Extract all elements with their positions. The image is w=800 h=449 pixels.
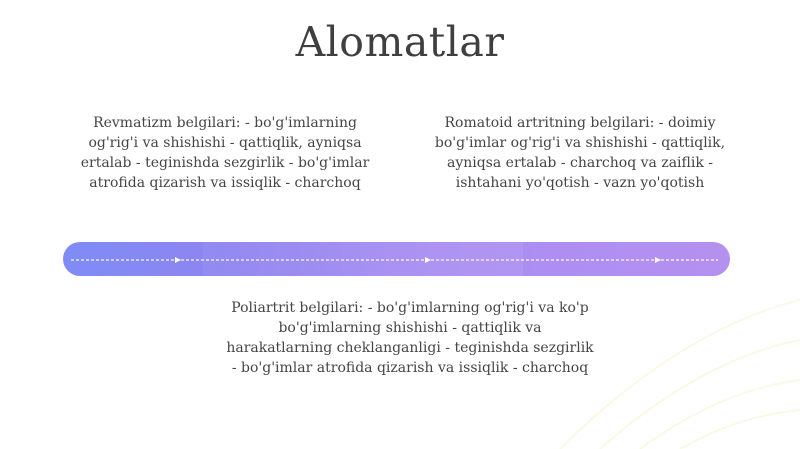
revmatizm-symptoms-text: Revmatizm belgilari: - bo'g'imlarning og'rig'i va shishishi - qattiqlik, ayniqsa ertalab - teginishda sezgirlik - bo'g'imlar atrofida qizarish va issiqlik - charchoq: [80, 115, 370, 191]
romatoid-symptoms-text: Romatoid artritning belgilari: - doimiy bo'g'imlar og'rig'i va shishishi - qattiqlik, ayniqsa ertalab - charchoq va zaiflik - ishtahani yo'qotish - vazn yo'qotish: [434, 115, 726, 191]
arrow-head-icon: [175, 257, 181, 263]
arrow-head-icon: [425, 257, 431, 263]
timeline-arrow-line: [63, 242, 730, 276]
timeline-bar: [63, 242, 730, 276]
poliartrit-symptoms-text: Poliartrit belgilari: - bo'g'imlarning og'rig'i va ko'p bo'g'imlarning shishishi - qattiqlik va harakatlarning cheklanganligi - teginishda sezgirlik - bo'g'imlar atrofida qizarish va issiqlik - charchoq: [226, 300, 594, 376]
slide-title: Alomatlar: [295, 18, 505, 66]
arrow-head-icon: [655, 257, 661, 263]
